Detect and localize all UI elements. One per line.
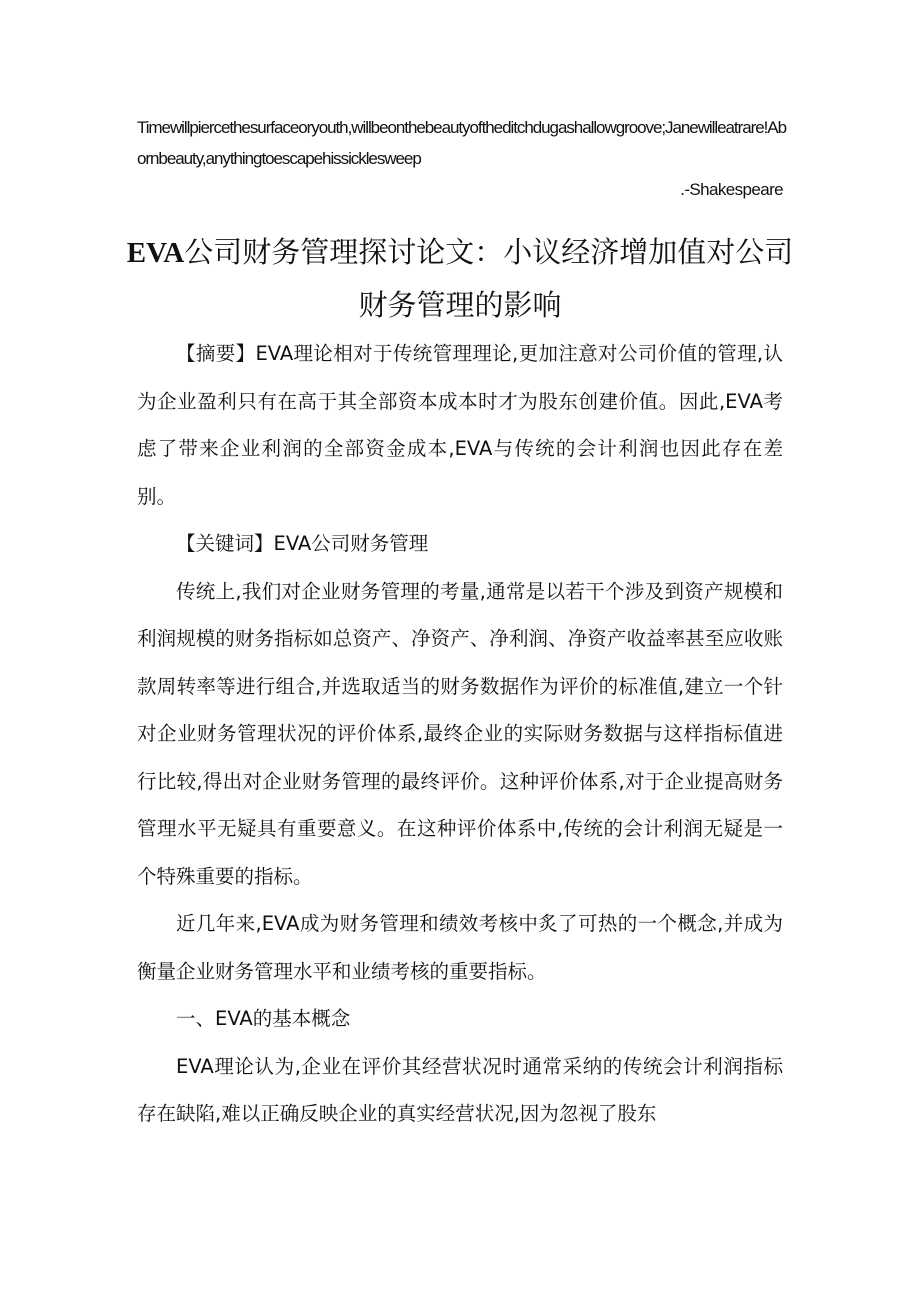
document-title	[120, 226, 800, 331]
epigraph-attribution: .-Shakespeare	[680, 180, 783, 199]
epigraph-quote: Timewillpiercethesurfaceoryouth,willbeonthebeautyoftheditchdugashallowgroove;Janewilleatrare!Abornbeauty,anythingtoescapehissicklesweep	[137, 118, 786, 168]
section-heading-1: 一、EVA的基本概念	[176, 1007, 351, 1030]
body-paragraph-3: EVA理论认为,企业在评价其经营状况时通常采纳的传统会计利润指标存在缺陷,难以正确反映企业的真实经营状况,因为忽视了股东	[137, 1054, 783, 1125]
title-latin-prefix: EVA	[126, 237, 185, 269]
abstract-paragraph: 【摘要】EVA理论相对于传统管理理论,更加注意对公司价值的管理,认为企业盈利只有在高于其全部资本成本时才为股东创建价值。因此,EVA考虑了带来企业利润的全部资金成本,EVA与传统的会计利润也因此存在差别。	[137, 342, 783, 508]
document-body	[137, 330, 783, 1138]
title-line2-text: 财务管理的影响	[358, 288, 562, 322]
keywords-paragraph: 【关键词】EVA公司财务管理	[176, 532, 429, 555]
title-line1-text: 公司财务管理探讨论文：小议经济增加值对公司	[184, 235, 794, 269]
body-paragraph-2: 近几年来,EVA成为财务管理和绩效考核中炙了可热的一个概念,并成为衡量企业财务管理水平和业绩考核的重要指标。	[137, 912, 783, 983]
body-paragraph-1: 传统上,我们对企业财务管理的考量,通常是以若干个涉及到资产规模和利润规模的财务指标如总资产、净资产、净利润、净资产收益率甚至应收账款周转率等进行组合,并选取适当的财务数据作为评价的标准值,建立一个针对企业财务管理状况的评价体系,最终企业的实际财务数据与这样指标值进行比较,得出对企业财务管理的最终评价。这种评价体系,对于企业提高财务管理水平无疑具有重要意义。在这种评价体系中,传统的会计利润无疑是一个特殊重要的指标。	[137, 579, 783, 888]
